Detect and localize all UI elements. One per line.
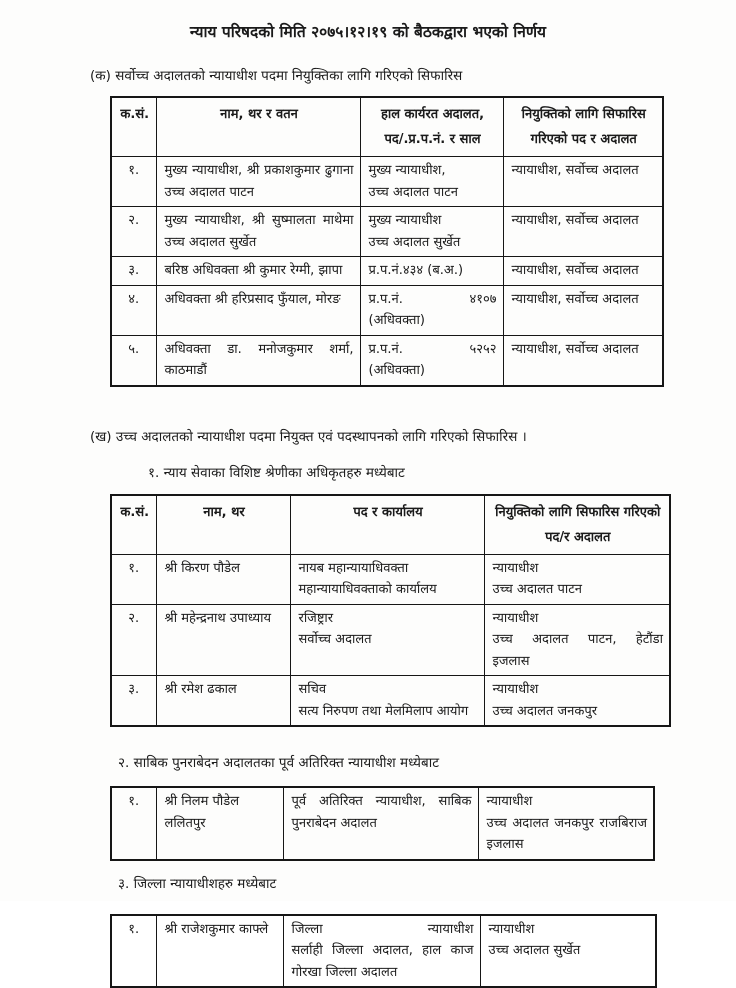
cell-line: (अधिवक्ता) [369, 360, 497, 382]
table-row [111, 604, 670, 676]
table-supreme-court-recommendations [110, 96, 736, 387]
table-cell [484, 604, 670, 676]
cell-line: अधिवक्ता डा. मनोजकुमार शर्मा, [165, 339, 354, 361]
cell-line: श्री किरण पौडेल [165, 558, 284, 580]
header-cell [503, 97, 663, 157]
cell-line: जिल्ला न्यायाधीश [292, 919, 474, 941]
table-former-appellate-court-judges [110, 786, 736, 861]
cell-line: न्यायाधीश, सर्वोच्च अदालत [512, 289, 657, 311]
table-cell [503, 157, 663, 207]
table-cell [290, 554, 484, 604]
table-row [111, 554, 670, 604]
table-cell [283, 915, 480, 988]
header-row [111, 495, 670, 555]
cell-line: पद र कार्यालय [299, 500, 478, 525]
cell-line: मुख्य न्यायाधीश, श्री सुष्मालता माथेमा [165, 210, 354, 232]
table-cell [111, 676, 156, 727]
cell-line: उच्च अदालत जनकपुर [493, 701, 664, 723]
table-cell [156, 285, 360, 335]
cell-line: पद/.प्र.प.नं. र साल [369, 127, 497, 152]
cell-line: नाम, थर [165, 500, 284, 525]
table-cell [360, 157, 503, 207]
cell-line: श्री महेन्द्रनाथ उपाध्याय [165, 608, 284, 630]
header-cell [111, 97, 156, 157]
header-cell [156, 495, 290, 555]
cell-line: उच्च अदालत पाटन [369, 182, 497, 204]
table-cell [156, 676, 290, 727]
cell-line: ४. [114, 289, 154, 311]
cell-line: ५. [114, 339, 154, 361]
table-cell [111, 787, 156, 860]
table-cell [480, 915, 656, 988]
former-appellate-court-judges-table [110, 786, 655, 861]
cell-line: २. [114, 210, 154, 232]
table-cell [156, 787, 283, 860]
cell-line-right: ४१०७ [469, 289, 496, 311]
subsection-1-heading: १. न्याय सेवाका विशिष्ट श्रेणीका अधिकृतहरु मध्येबाट [148, 463, 736, 481]
cell-line: उच्च अदालत पाटन [165, 182, 354, 204]
table-cell [111, 285, 156, 335]
table-high-court-special-class-officers [110, 494, 736, 728]
cell-line: ३. [114, 260, 154, 282]
table-cell [290, 676, 484, 727]
table-cell [503, 257, 663, 286]
table-cell [360, 335, 503, 386]
cell-line: काठमाडौं [165, 360, 354, 382]
cell-line: गरिएको पद र अदालत [512, 127, 657, 152]
cell-line: उच्च अदालत पाटन, हेटौंडा [493, 629, 664, 651]
table-cell [156, 157, 360, 207]
cell-line [369, 289, 497, 311]
cell-line: सर्लाही जिल्ला अदालत, हाल काज [292, 940, 474, 962]
header-cell [156, 97, 360, 157]
cell-line: नायब महान्यायाधिवक्ता [299, 558, 478, 580]
cell-line: गोरखा जिल्ला अदालत [292, 962, 474, 984]
table-row [111, 335, 663, 386]
table-cell [111, 604, 156, 676]
cell-line: उच्च अदालत जनकपुर राजबिराज [487, 813, 648, 835]
header-row [111, 97, 663, 157]
table-row [111, 207, 663, 257]
cell-line: न्यायाधीश [493, 558, 664, 580]
cell-line-right: ५२५२ [469, 339, 496, 361]
table-cell [360, 257, 503, 286]
cell-line: नाम, थर र वतन [165, 102, 354, 127]
cell-line: इजलास [487, 834, 648, 856]
table-cell [290, 604, 484, 676]
cell-line: न्यायाधीश, सर्वोच्च अदालत [512, 160, 657, 182]
header-cell [111, 495, 156, 555]
cell-line: मुख्य न्यायाधीश, श्री प्रकाशकुमार ढुगाना [165, 160, 354, 182]
cell-line: नियुक्तिको लागि सिफारिस [512, 102, 657, 127]
table-row [111, 157, 663, 207]
table-cell [503, 335, 663, 386]
cell-line: पूर्व अतिरिक्त न्यायाधीश, साबिक [292, 791, 472, 813]
cell-line: उच्च अदालत पाटन [493, 579, 664, 601]
cell-line: श्री निलम पौडेल [165, 791, 277, 813]
table-cell [503, 207, 663, 257]
table-row [111, 915, 656, 988]
table-cell [156, 604, 290, 676]
high-court-special-class-officers-table [110, 494, 671, 728]
header-cell [484, 495, 670, 555]
cell-line [369, 339, 497, 361]
table-cell [111, 335, 156, 386]
cell-line: पुनराबेदन अदालत [292, 813, 472, 835]
table-row [111, 257, 663, 286]
cell-line: न्यायाधीश, सर्वोच्च अदालत [512, 260, 657, 282]
cell-line: प्र.प.नं.४३४ (ब.अ.) [369, 260, 497, 282]
cell-line: अधिवक्ता श्री हरिप्रसाद फुँयाल, मोरङ [165, 289, 354, 311]
header-cell [360, 97, 503, 157]
cell-line: सत्य निरुपण तथा मेलमिलाप आयोग [299, 701, 478, 723]
cell-line: ललितपुर [165, 813, 277, 835]
table-row [111, 676, 670, 727]
cell-line: १. [114, 160, 154, 182]
header-cell [290, 495, 484, 555]
cell-line-left: प्र.प.नं. [369, 339, 403, 361]
cell-line: न्यायाधीश, सर्वोच्च अदालत [512, 210, 657, 232]
supreme-court-recommendations-table [110, 96, 664, 387]
table-cell [478, 787, 654, 860]
cell-line: सर्वोच्च अदालत [299, 629, 478, 651]
cell-line: उच्च अदालत सुर्खेत [165, 232, 354, 254]
cell-line: श्री रमेश ढकाल [165, 679, 284, 701]
table-cell [156, 207, 360, 257]
table-cell [111, 915, 156, 988]
table-cell [111, 157, 156, 207]
cell-line: न्यायाधीश [493, 679, 664, 701]
table-row [111, 787, 654, 860]
cell-line: महान्यायाधिवक्ताको कार्यालय [299, 579, 478, 601]
cell-line: उच्च अदालत सुर्खेत [369, 232, 497, 254]
cell-line: मुख्य न्यायाधीश [369, 210, 497, 232]
table-cell [360, 207, 503, 257]
cell-line: उच्च अदालत सुर्खेत [489, 940, 650, 962]
table-cell [484, 676, 670, 727]
section-kha-heading: (ख) उच्च अदालतको न्यायाधीश पदमा नियुक्त एवं पदस्थापनको लागि गरिएको सिफारिस । [90, 427, 706, 445]
cell-line: मुख्य न्यायाधीश, [369, 160, 497, 182]
table-row [111, 285, 663, 335]
table-cell [503, 285, 663, 335]
cell-line: १. [114, 558, 154, 580]
cell-line: हाल कार्यरत अदालत, [369, 102, 497, 127]
cell-line: २. [114, 608, 154, 630]
cell-line: क.सं. [120, 500, 150, 525]
cell-line: इजलास [493, 651, 664, 673]
cell-line: १. [114, 919, 154, 941]
table-cell [484, 554, 670, 604]
subsection-3-heading: ३. जिल्ला न्यायाधीशहरु मध्येबाट [118, 874, 736, 892]
cell-line: ३. [114, 679, 154, 701]
cell-line: न्यायाधीश [489, 919, 650, 941]
table-cell [156, 915, 283, 988]
cell-line: न्यायाधीश [493, 608, 664, 630]
cell-line: (अधिवक्ता) [369, 310, 497, 332]
doc-title: न्याय परिषदको मिति २०७५।१२।१९ को बैठकद्वारा भएको निर्णय [0, 20, 736, 42]
table-cell [283, 787, 478, 860]
cell-line: क.सं. [120, 102, 150, 127]
table-district-judges [110, 914, 736, 988]
cell-line-left: प्र.प.नं. [369, 289, 403, 311]
cell-line: श्री राजेशकुमार काफ्ले [165, 919, 277, 941]
table-cell [156, 554, 290, 604]
cell-line: नियुक्तिको लागि सिफारिस गरिएको [493, 500, 664, 525]
table-cell [111, 257, 156, 286]
table-cell [360, 285, 503, 335]
table-cell [156, 335, 360, 386]
cell-line: सचिव [299, 679, 478, 701]
table-cell [156, 257, 360, 286]
cell-line: पद/र अदालत [493, 525, 664, 550]
cell-line: न्यायाधीश, सर्वोच्च अदालत [512, 339, 657, 361]
section-ka-heading: (क) सर्वोच्च अदालतको न्यायाधीश पदमा नियुक्तिका लागि गरिएको सिफारिस [90, 66, 706, 84]
table-cell [111, 554, 156, 604]
cell-line: न्यायाधीश [487, 791, 648, 813]
district-judges-table [110, 914, 657, 988]
cell-line: बरिष्ठ अधिवक्ता श्री कुमार रेग्मी, झापा [165, 260, 354, 282]
subsection-2-heading: २. साबिक पुनराबेदन अदालतका पूर्व अतिरिक्त न्यायाधीश मध्येबाट [118, 753, 736, 771]
table-cell [111, 207, 156, 257]
cell-line: रजिष्ट्रार [299, 608, 478, 630]
cell-line: १. [114, 791, 154, 813]
